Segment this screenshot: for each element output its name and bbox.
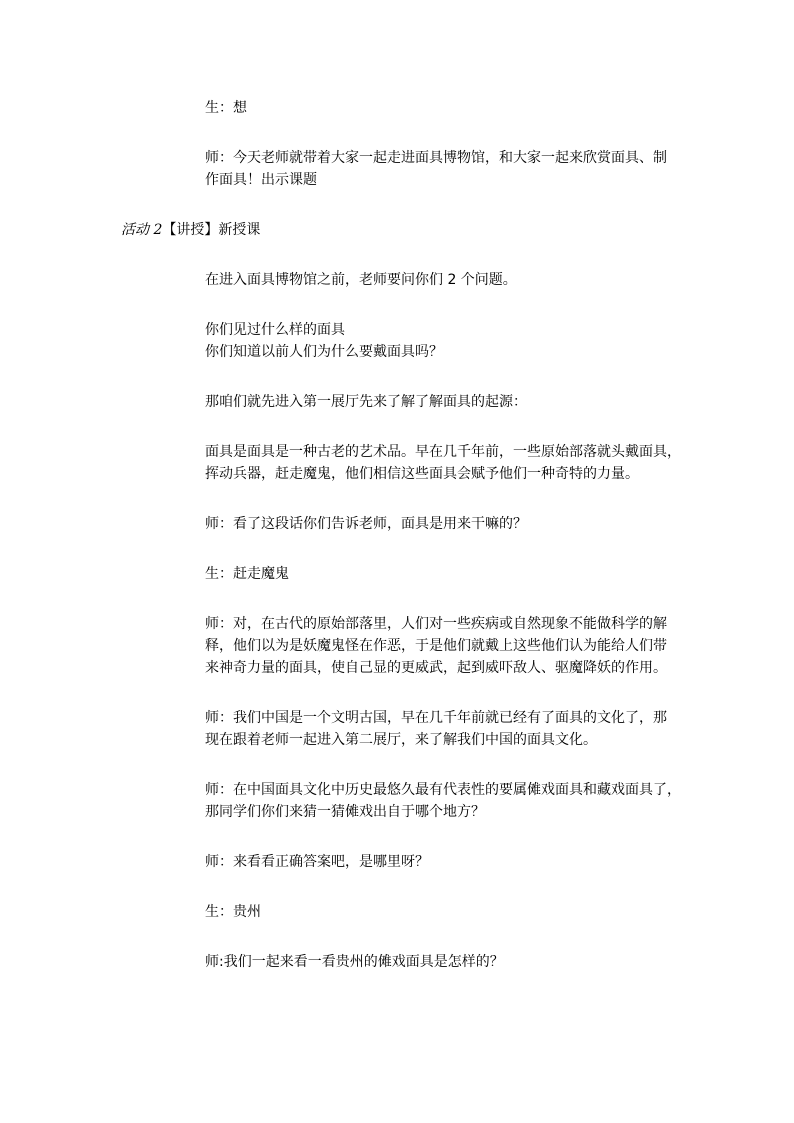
line: 你们见过什么样的面具 — [205, 322, 345, 338]
line: 师:我们一起来看一看贵州的傩戏面具是怎样的？ — [205, 954, 504, 970]
activity-heading — [121, 219, 260, 241]
paragraph-second-hall — [205, 707, 685, 751]
line: 师：我们中国是一个文明古国，早在几千年前就已经有了面具的文化了，那 — [205, 710, 667, 726]
line: 释，他们以为是妖魔鬼怪在作恶，于是他们就戴上这些他们认为能给人们带 — [205, 638, 667, 654]
line: 生：想 — [205, 100, 247, 116]
paragraph-questions — [205, 319, 685, 363]
paragraph-teacher-question — [205, 513, 685, 535]
line: 来神奇力量的面具，使自己显的更威武，起到威吓敌人、驱魔降妖的作用。 — [205, 660, 667, 676]
line: 面具是面具是一种古老的艺术品。早在几千年前，一些原始部落就头戴面具， — [205, 444, 681, 460]
line: 作面具！出示课题 — [205, 172, 317, 188]
paragraph-guizhou-mask — [205, 951, 685, 973]
line: 生：赶走魔鬼 — [205, 566, 289, 582]
paragraph-mask-origin — [205, 441, 685, 485]
line: 师：对，在古代的原始部落里，人们对一些疾病或自然现象不能做科学的解 — [205, 616, 667, 632]
activity-number: 活动 2 — [121, 222, 163, 238]
paragraph-student-reply-3 — [205, 901, 685, 923]
line: 师：来看看正确答案吧，是哪里呀？ — [205, 854, 429, 870]
line: 师：看了这段话你们告诉老师，面具是用来干嘛的？ — [205, 516, 527, 532]
line: 你们知道以前人们为什么要戴面具吗？ — [205, 344, 443, 360]
line: 师：今天老师就带着大家一起走进面具博物馆，和大家一起来欣赏面具、制 — [205, 150, 667, 166]
line: 那同学们你们来猜一猜傩戏出自于哪个地方？ — [205, 804, 485, 820]
line: 生：贵州 — [205, 904, 261, 920]
line: 现在跟着老师一起进入第二展厅，来了解我们中国的面具文化。 — [205, 732, 597, 748]
activity-tag: 【讲授】 — [162, 222, 219, 238]
paragraph-first-hall — [205, 391, 685, 413]
paragraph-student-reply-1 — [205, 97, 685, 119]
line: 师：在中国面具文化中历史最悠久最有代表性的要属傩戏面具和藏戏面具了， — [205, 782, 681, 798]
paragraph-answer-prompt — [205, 851, 685, 873]
paragraph-questions-intro — [205, 269, 685, 291]
line: 那咱们就先进入第一展厅先来了解了解面具的起源： — [205, 394, 527, 410]
paragraph-student-reply-2 — [205, 563, 685, 585]
paragraph-nuo-mask — [205, 779, 685, 823]
paragraph-teacher-intro — [205, 147, 685, 191]
line: 挥动兵器，赶走魔鬼，他们相信这些面具会赋予他们一种奇特的力量。 — [205, 466, 639, 482]
activity-title: 新授课 — [218, 222, 261, 238]
line: 在进入面具博物馆之前，老师要问你们 2 个问题。 — [205, 272, 517, 288]
paragraph-teacher-explain — [205, 613, 685, 679]
